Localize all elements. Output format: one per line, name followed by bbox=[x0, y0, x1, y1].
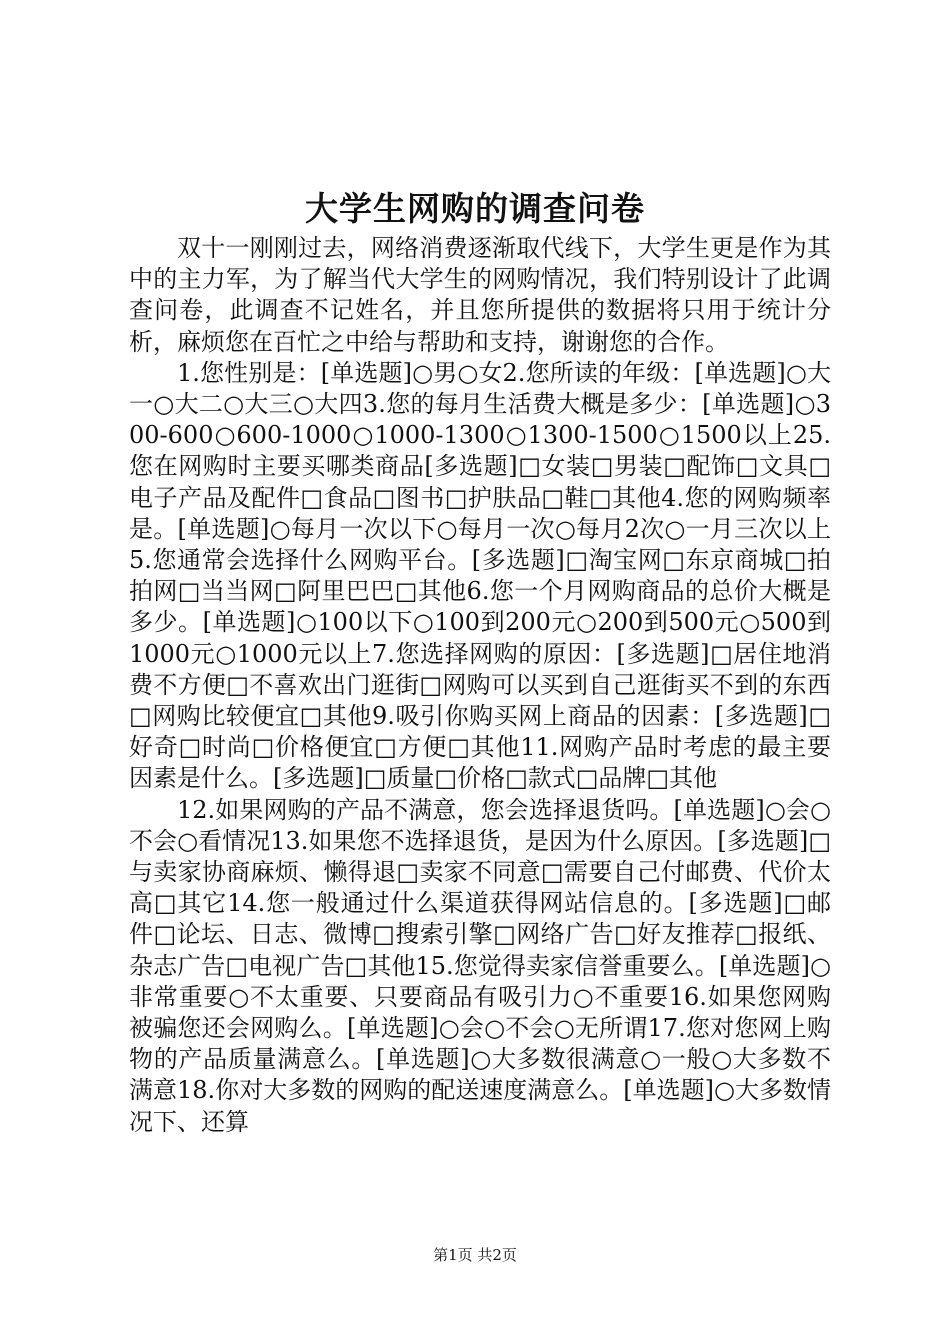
intro-paragraph: 双十一刚刚过去，网络消费逐渐取代线下，大学生更是作为其中的主力军，为了解当代大学生的网购情况，我们特别设计了此调查问卷，此调查不记姓名，并且您所提供的数据将只用于统计分析，麻烦您在百忙之中给与帮助和支持，谢谢您的合作。 bbox=[129, 234, 831, 356]
questions-paragraph-2: 12.如果网购的产品不满意，您会选择退货吗。[单选题]○会○不会○看情况13.如果您不选择退货，是因为什么原因。[多选题]□与卖家协商麻烦、懒得退□卖家不同意□需要自己付邮费、代价太高□其它14.您一般通过什么渠道获得网站信息的。[多选题]□邮件□论坛、日志、微博□搜索引擎□网络广告□好友推荐□报纸、杂志广告□电视广告□其他15.您觉得卖家信誉重要么。[单选题]○非常重要○不太重要、只要商品有吸引力○不重要16.如果您网购被骗您还会网购么。[单选题]○会○不会○无所谓17.您对您网上购物的产品质量满意么。[单选题]○大多数很满意○一般○大多数不满意18.你对大多数的网购的配送速度满意么。[单选题]○大多数情况下、还算 bbox=[129, 795, 831, 1136]
page-footer: 第1页 共2页 bbox=[433, 1246, 517, 1264]
document-body bbox=[129, 233, 831, 1138]
document-title: 大学生网购的调查问卷 bbox=[305, 189, 645, 228]
questions-paragraph-1: 1.您性别是：[单选题]○男○女2.您所读的年级：[单选题]○大一○大二○大三○大四3.您的每月生活费大概是多少：[单选题]○300-600○600-1000○1000-1300○1300-1500○1500以上25.您在网购时主要买哪类商品[多选题]□女装□男装□配饰□文具□电子产品及配件□食品□图书□护肤品□鞋□其他4.您的网购频率是。[单选题]○每月一次以下○每月一次○每月2次○一月三次以上5.您通常会选择什么网购平台。[多选题]□淘宝网□东京商城□拍拍网□当当网□阿里巴巴□其他6.您一个月网购商品的总价大概是多少。[单选题]○100以下○100到200元○200到500元○500到1000元○1000元以上7.您选择网购的原因：[多选题]□居住地消费不方便□不喜欢出门逛街□网购可以买到自己逛街买不到的东西□网购比较便宜□其他9.吸引你购买网上商品的因素：[多选题]□好奇□时尚□价格便宜□方便□其他11.网购产品时考虑的最主要因素是什么。[多选题]□质量□价格□款式□品牌□其他 bbox=[129, 358, 831, 793]
